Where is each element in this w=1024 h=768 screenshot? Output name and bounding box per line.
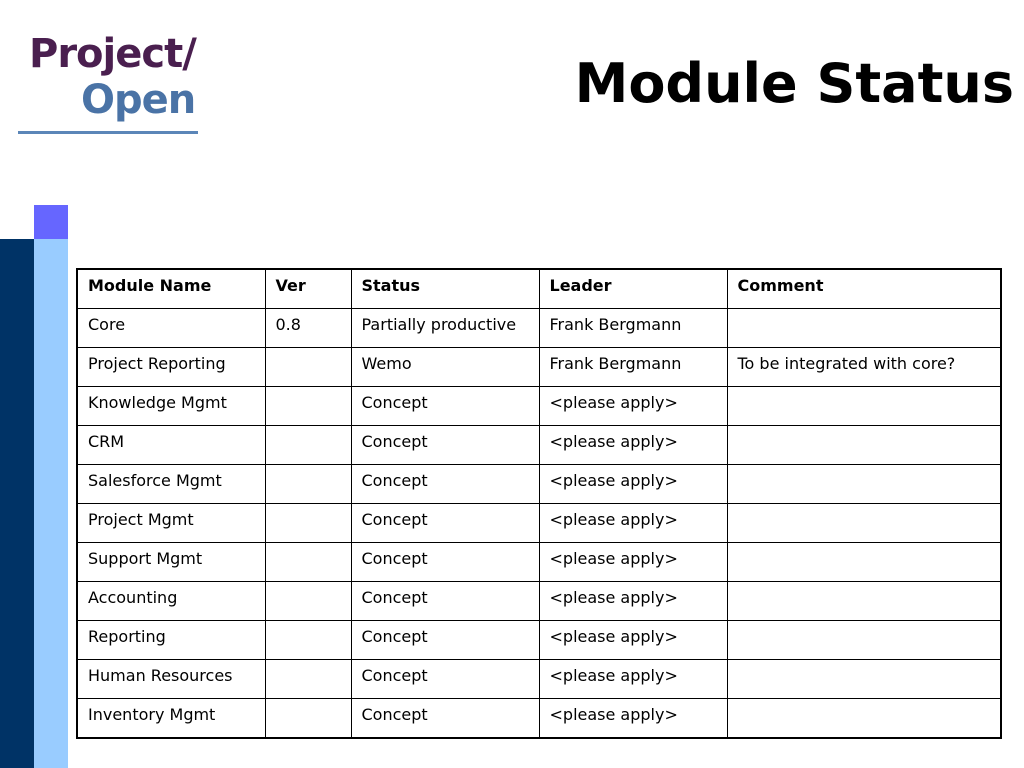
cell-comment — [727, 699, 1001, 739]
cell-module-name: Inventory Mgmt — [77, 699, 265, 739]
table-header-row — [77, 269, 1001, 309]
project-open-logo — [18, 30, 198, 136]
cell-module-name: Reporting — [77, 621, 265, 660]
cell-leader: <please apply> — [539, 660, 727, 699]
cell-module-name: Knowledge Mgmt — [77, 387, 265, 426]
cell-ver — [265, 699, 351, 739]
cell-ver: 0.8 — [265, 309, 351, 348]
cell-comment — [727, 582, 1001, 621]
cell-leader: <please apply> — [539, 621, 727, 660]
decorative-square — [34, 205, 68, 239]
header-ver: Ver — [265, 269, 351, 309]
cell-ver — [265, 465, 351, 504]
cell-module-name: Support Mgmt — [77, 543, 265, 582]
cell-leader: <please apply> — [539, 699, 727, 739]
cell-comment: To be integrated with core? — [727, 348, 1001, 387]
cell-leader: Frank Bergmann — [539, 309, 727, 348]
cell-comment — [727, 660, 1001, 699]
table-row — [77, 387, 1001, 426]
cell-comment — [727, 426, 1001, 465]
cell-leader: <please apply> — [539, 504, 727, 543]
cell-ver — [265, 660, 351, 699]
module-status-table — [76, 268, 1002, 739]
logo-underline — [18, 131, 198, 134]
cell-status: Concept — [351, 426, 539, 465]
cell-module-name: CRM — [77, 426, 265, 465]
table-row — [77, 582, 1001, 621]
table-row — [77, 621, 1001, 660]
table-row — [77, 504, 1001, 543]
cell-ver — [265, 543, 351, 582]
decorative-navy-bar — [0, 239, 34, 768]
cell-ver — [265, 504, 351, 543]
cell-status: Concept — [351, 543, 539, 582]
cell-leader: <please apply> — [539, 387, 727, 426]
header-comment: Comment — [727, 269, 1001, 309]
cell-module-name: Core — [77, 309, 265, 348]
cell-status: Concept — [351, 660, 539, 699]
cell-module-name: Accounting — [77, 582, 265, 621]
header-module-name: Module Name — [77, 269, 265, 309]
cell-ver — [265, 426, 351, 465]
logo-text-open: Open — [81, 77, 196, 123]
cell-module-name: Project Reporting — [77, 348, 265, 387]
cell-status: Wemo — [351, 348, 539, 387]
cell-status: Concept — [351, 621, 539, 660]
cell-leader: Frank Bergmann — [539, 348, 727, 387]
cell-ver — [265, 582, 351, 621]
cell-status: Concept — [351, 504, 539, 543]
cell-ver — [265, 348, 351, 387]
cell-status: Partially productive — [351, 309, 539, 348]
cell-module-name: Human Resources — [77, 660, 265, 699]
table-row — [77, 660, 1001, 699]
table-row — [77, 309, 1001, 348]
header-leader: Leader — [539, 269, 727, 309]
cell-comment — [727, 504, 1001, 543]
logo-text-project: Project/ — [29, 31, 196, 77]
cell-comment — [727, 621, 1001, 660]
cell-comment — [727, 387, 1001, 426]
cell-leader: <please apply> — [539, 465, 727, 504]
page-title: Module Status — [574, 52, 1014, 115]
cell-ver — [265, 387, 351, 426]
table-row — [77, 465, 1001, 504]
decorative-light-blue-bar — [34, 239, 68, 768]
table-row — [77, 426, 1001, 465]
table-row — [77, 699, 1001, 739]
cell-module-name: Project Mgmt — [77, 504, 265, 543]
cell-status: Concept — [351, 387, 539, 426]
cell-leader: <please apply> — [539, 426, 727, 465]
cell-status: Concept — [351, 465, 539, 504]
cell-module-name: Salesforce Mgmt — [77, 465, 265, 504]
table-row — [77, 348, 1001, 387]
cell-comment — [727, 543, 1001, 582]
cell-status: Concept — [351, 699, 539, 739]
cell-ver — [265, 621, 351, 660]
table-body — [77, 309, 1001, 739]
cell-status: Concept — [351, 582, 539, 621]
header-status: Status — [351, 269, 539, 309]
cell-comment — [727, 309, 1001, 348]
cell-leader: <please apply> — [539, 543, 727, 582]
cell-leader: <please apply> — [539, 582, 727, 621]
cell-comment — [727, 465, 1001, 504]
table-row — [77, 543, 1001, 582]
